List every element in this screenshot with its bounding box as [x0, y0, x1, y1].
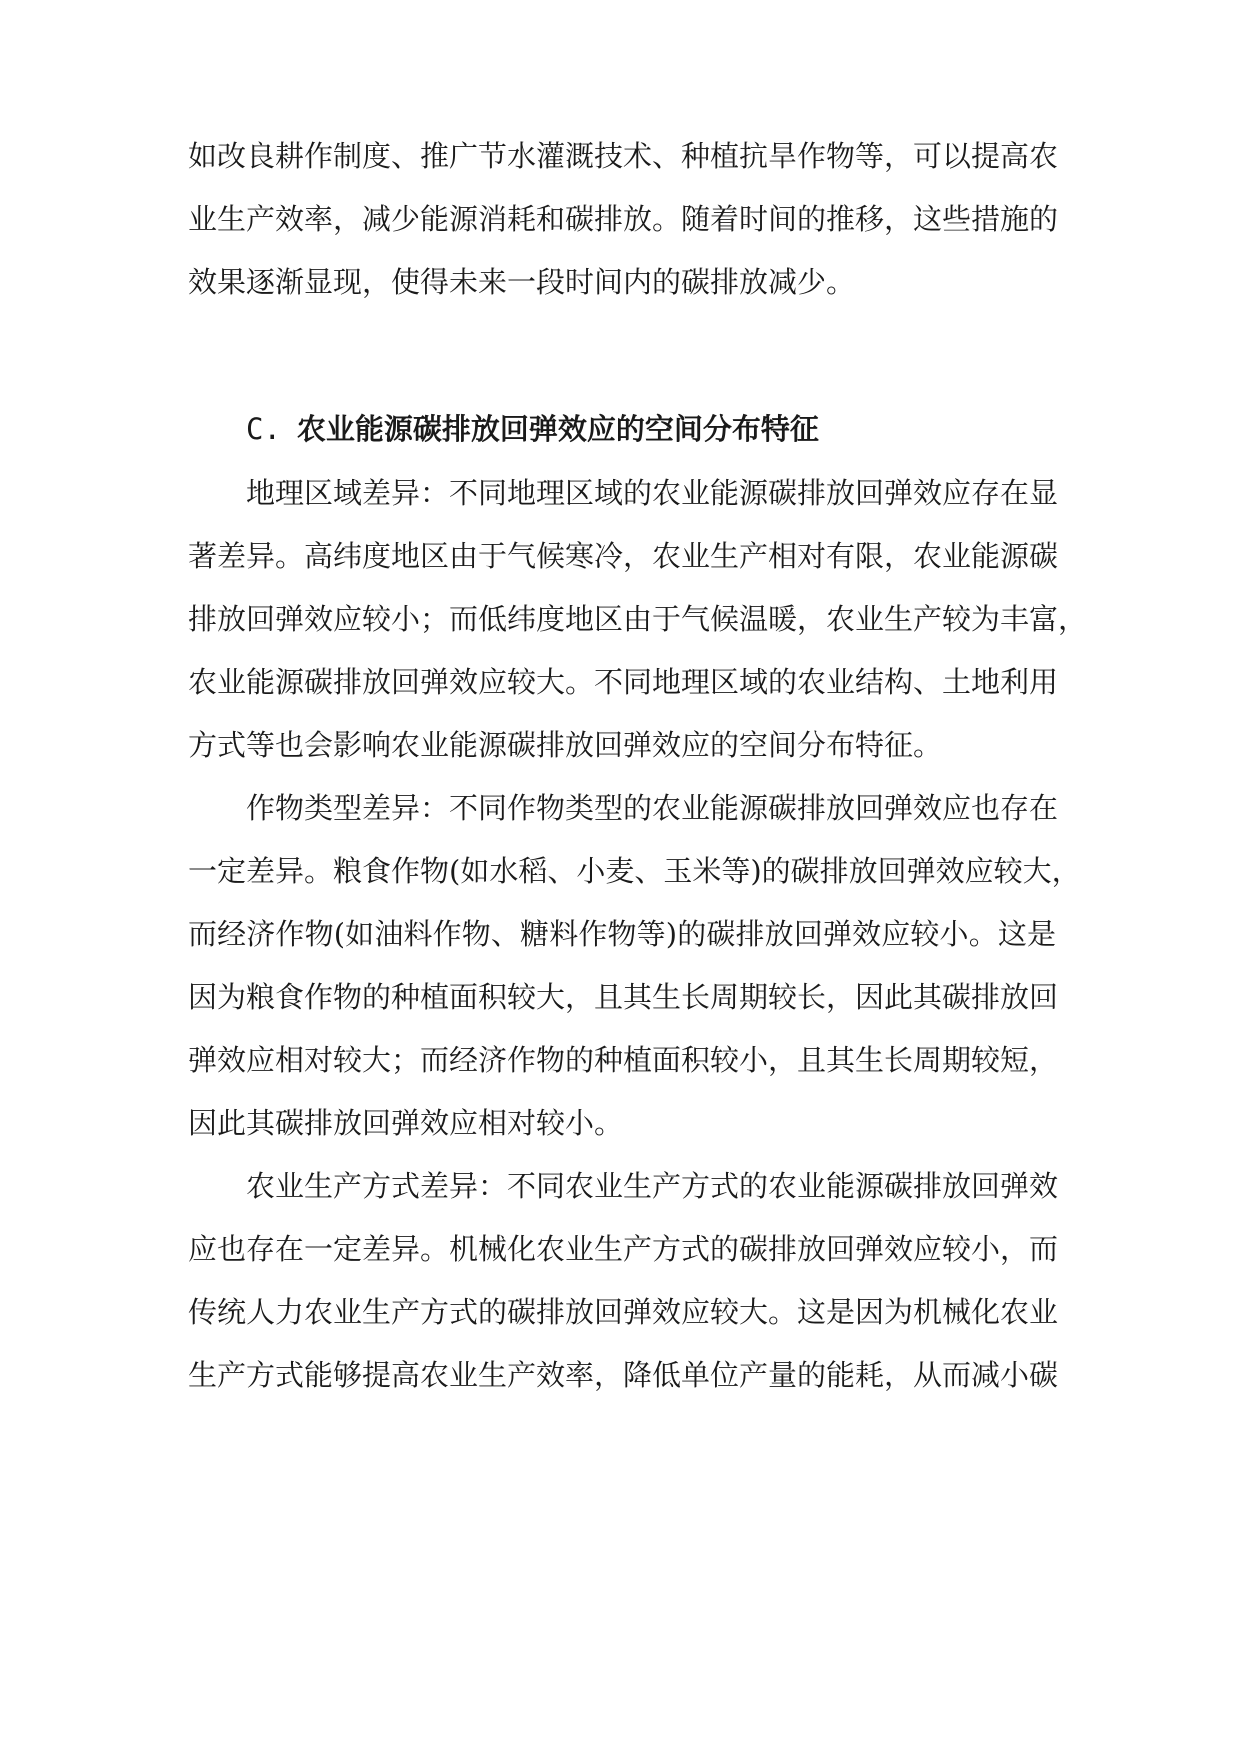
paragraph-line: 弹效应相对较大；而经济作物的种植面积较小，且其生长周期较短，	[188, 1043, 1059, 1077]
section-title: 农业能源碳排放回弹效应的空间分布特征	[296, 412, 819, 446]
paragraph-line: 应也存在一定差异。机械化农业生产方式的碳排放回弹效应较小，而	[188, 1232, 1059, 1266]
section-marker: C.	[246, 412, 281, 446]
paragraph-line: 方式等也会影响农业能源碳排放回弹效应的空间分布特征。	[188, 728, 943, 762]
paragraph-line: 农业生产方式差异：不同农业生产方式的农业能源碳排放回弹效	[246, 1169, 1059, 1203]
paragraph-line: 因为粮食作物的种植面积较大，且其生长周期较长，因此其碳排放回	[188, 980, 1059, 1014]
paragraph-line: 排放回弹效应较小；而低纬度地区由于气候温暖，农业生产较为丰富，	[188, 602, 1088, 636]
paragraph-line: 农业能源碳排放回弹效应较大。不同地理区域的农业结构、土地利用	[188, 665, 1059, 699]
text-line: 如改良耕作制度、推广节水灌溉技术、种植抗旱作物等，可以提高农	[188, 139, 1059, 173]
paragraph-line: 因此其碳排放回弹效应相对较小。	[188, 1106, 624, 1140]
paragraph-line: 作物类型差异：不同作物类型的农业能源碳排放回弹效应也存在	[246, 791, 1059, 825]
text-line: 效果逐渐显现，使得未来一段时间内的碳排放减少。	[188, 265, 856, 299]
paragraph-line: 生产方式能够提高农业生产效率，降低单位产量的能耗，从而减小碳	[188, 1358, 1059, 1392]
paragraph-line: 传统人力农业生产方式的碳排放回弹效应较大。这是因为机械化农业	[188, 1295, 1059, 1329]
paragraph-line: 地理区域差异：不同地理区域的农业能源碳排放回弹效应存在显	[246, 476, 1059, 510]
paragraph-line: 而经济作物(如油料作物、糖料作物等)的碳排放回弹效应较小。这是	[188, 917, 1056, 951]
text-line: 业生产效率，减少能源消耗和碳排放。随着时间的推移，这些措施的	[188, 202, 1059, 236]
paragraph-line: 一定差异。粮食作物(如水稻、小麦、玉米等)的碳排放回弹效应较大，	[188, 854, 1081, 888]
section-heading	[246, 409, 819, 449]
paragraph-line: 著差异。高纬度地区由于气候寒冷，农业生产相对有限，农业能源碳	[188, 539, 1059, 573]
